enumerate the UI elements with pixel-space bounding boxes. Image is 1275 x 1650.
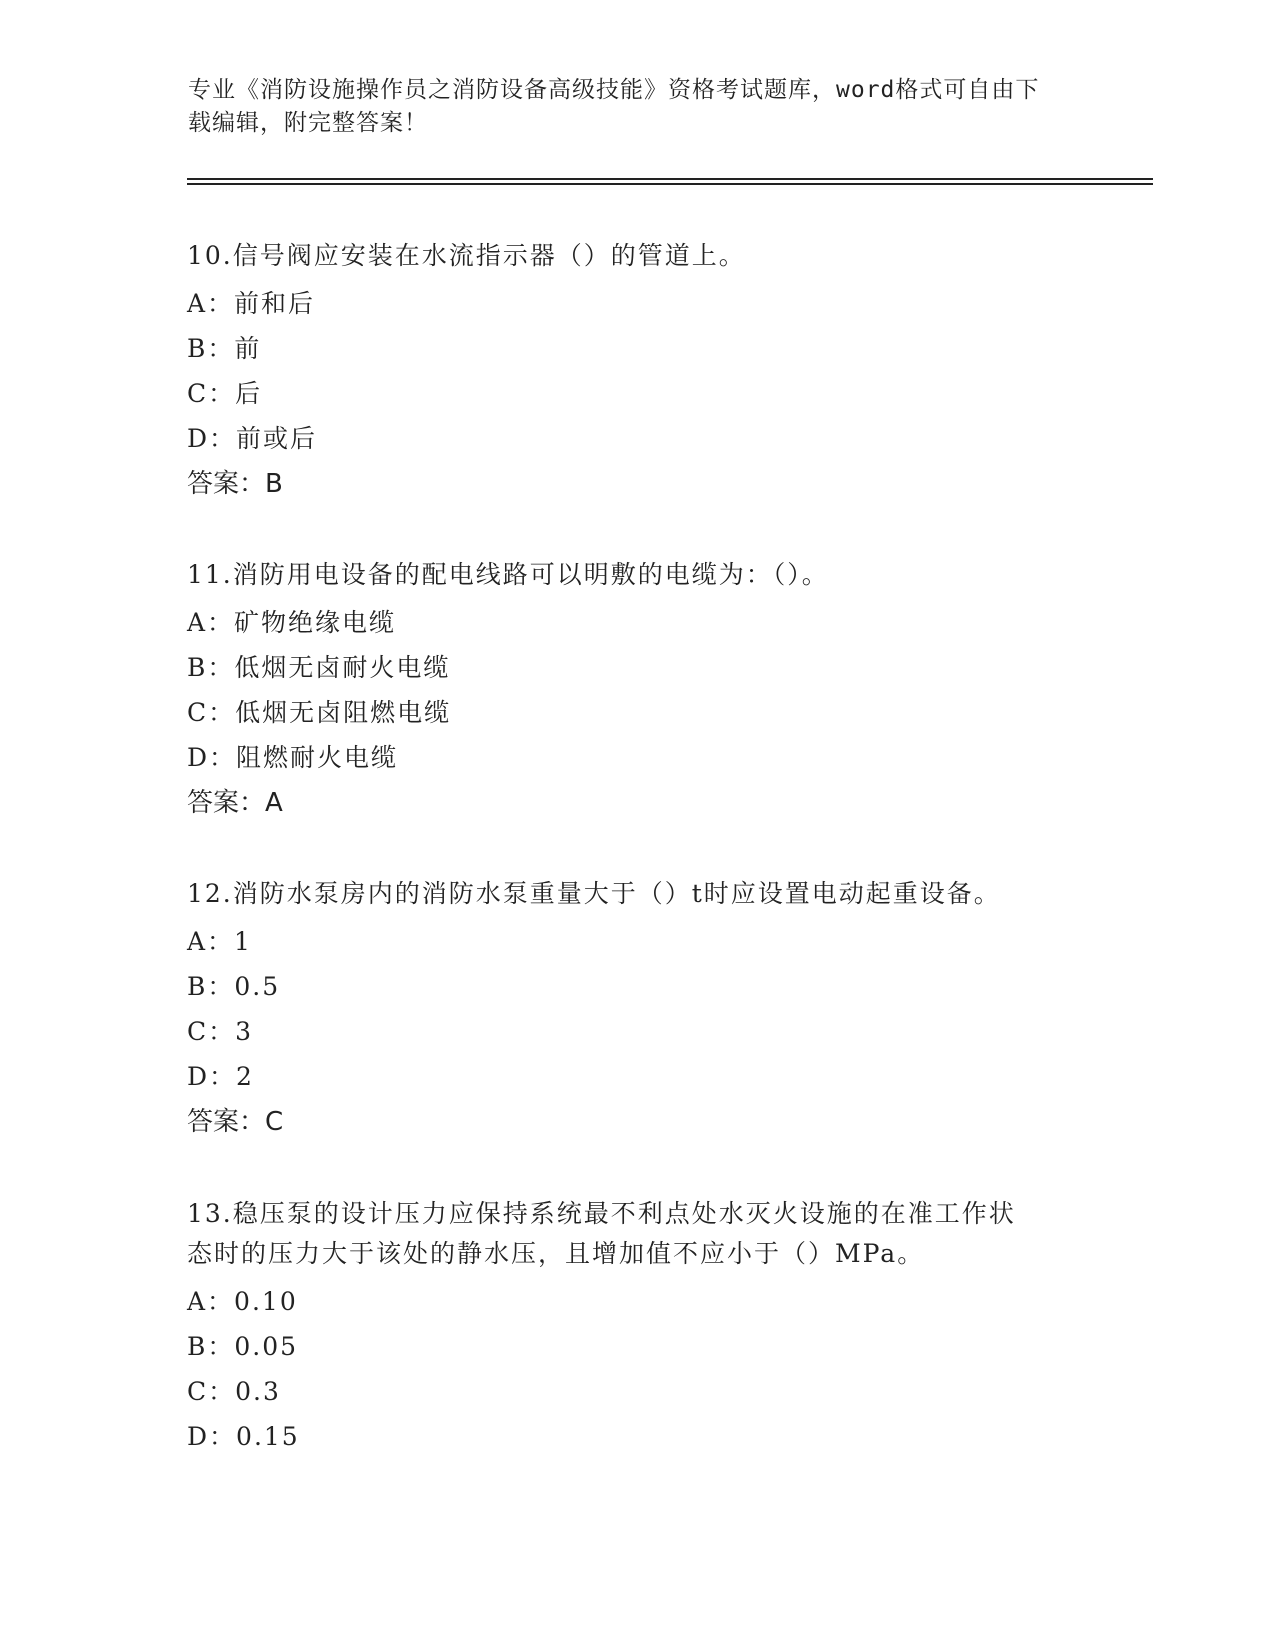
option-a: A：前和后 [187, 289, 316, 318]
question-13 [187, 1194, 1087, 1459]
question-10 [187, 236, 1087, 507]
document-header [188, 74, 1088, 140]
question-12 [187, 874, 1087, 1145]
option-d: D：2 [187, 1062, 254, 1091]
option-c: C：后 [187, 379, 263, 408]
option-b: B：0.5 [187, 972, 281, 1001]
question-stem-line-2: 态时的压力大于该处的静水压，且增加值不应小于（）MPa。 [187, 1239, 925, 1268]
option-b: B：0.05 [187, 1332, 299, 1361]
option-a: A：1 [187, 927, 252, 956]
answer: 答案：B [187, 469, 283, 499]
option-b: B：低烟无卤耐火电缆 [187, 653, 451, 682]
option-c: C：0.3 [187, 1377, 281, 1406]
option-c: C：3 [187, 1017, 254, 1046]
header-divider-top [187, 178, 1153, 180]
question-stem: 10.信号阀应安装在水流指示器（）的管道上。 [187, 241, 746, 270]
question-stem: 11.消防用电设备的配电线路可以明敷的电缆为：（）。 [187, 560, 829, 589]
header-divider-bottom [187, 183, 1153, 185]
question-11 [187, 555, 1087, 826]
header-line-2: 载编辑，附完整答案！ [188, 110, 428, 136]
option-a: A：矿物绝缘电缆 [187, 608, 397, 637]
question-stem-line-1: 13.稳压泵的设计压力应保持系统最不利点处水灭火设施的在准工作状 [187, 1199, 1016, 1228]
header-line-1: 专业《消防设施操作员之消防设备高级技能》资格考试题库，word格式可自由下 [188, 77, 1040, 103]
option-d: D：前或后 [187, 424, 318, 453]
option-c: C：低烟无卤阻燃电缆 [187, 698, 452, 727]
option-d: D：0.15 [187, 1422, 300, 1451]
answer: 答案：A [187, 788, 283, 818]
answer: 答案：C [187, 1107, 284, 1137]
option-d: D：阻燃耐火电缆 [187, 743, 399, 772]
option-a: A：0.10 [187, 1287, 298, 1316]
option-b: B：前 [187, 334, 262, 363]
question-stem: 12.消防水泵房内的消防水泵重量大于（）t时应设置电动起重设备。 [187, 879, 1001, 908]
